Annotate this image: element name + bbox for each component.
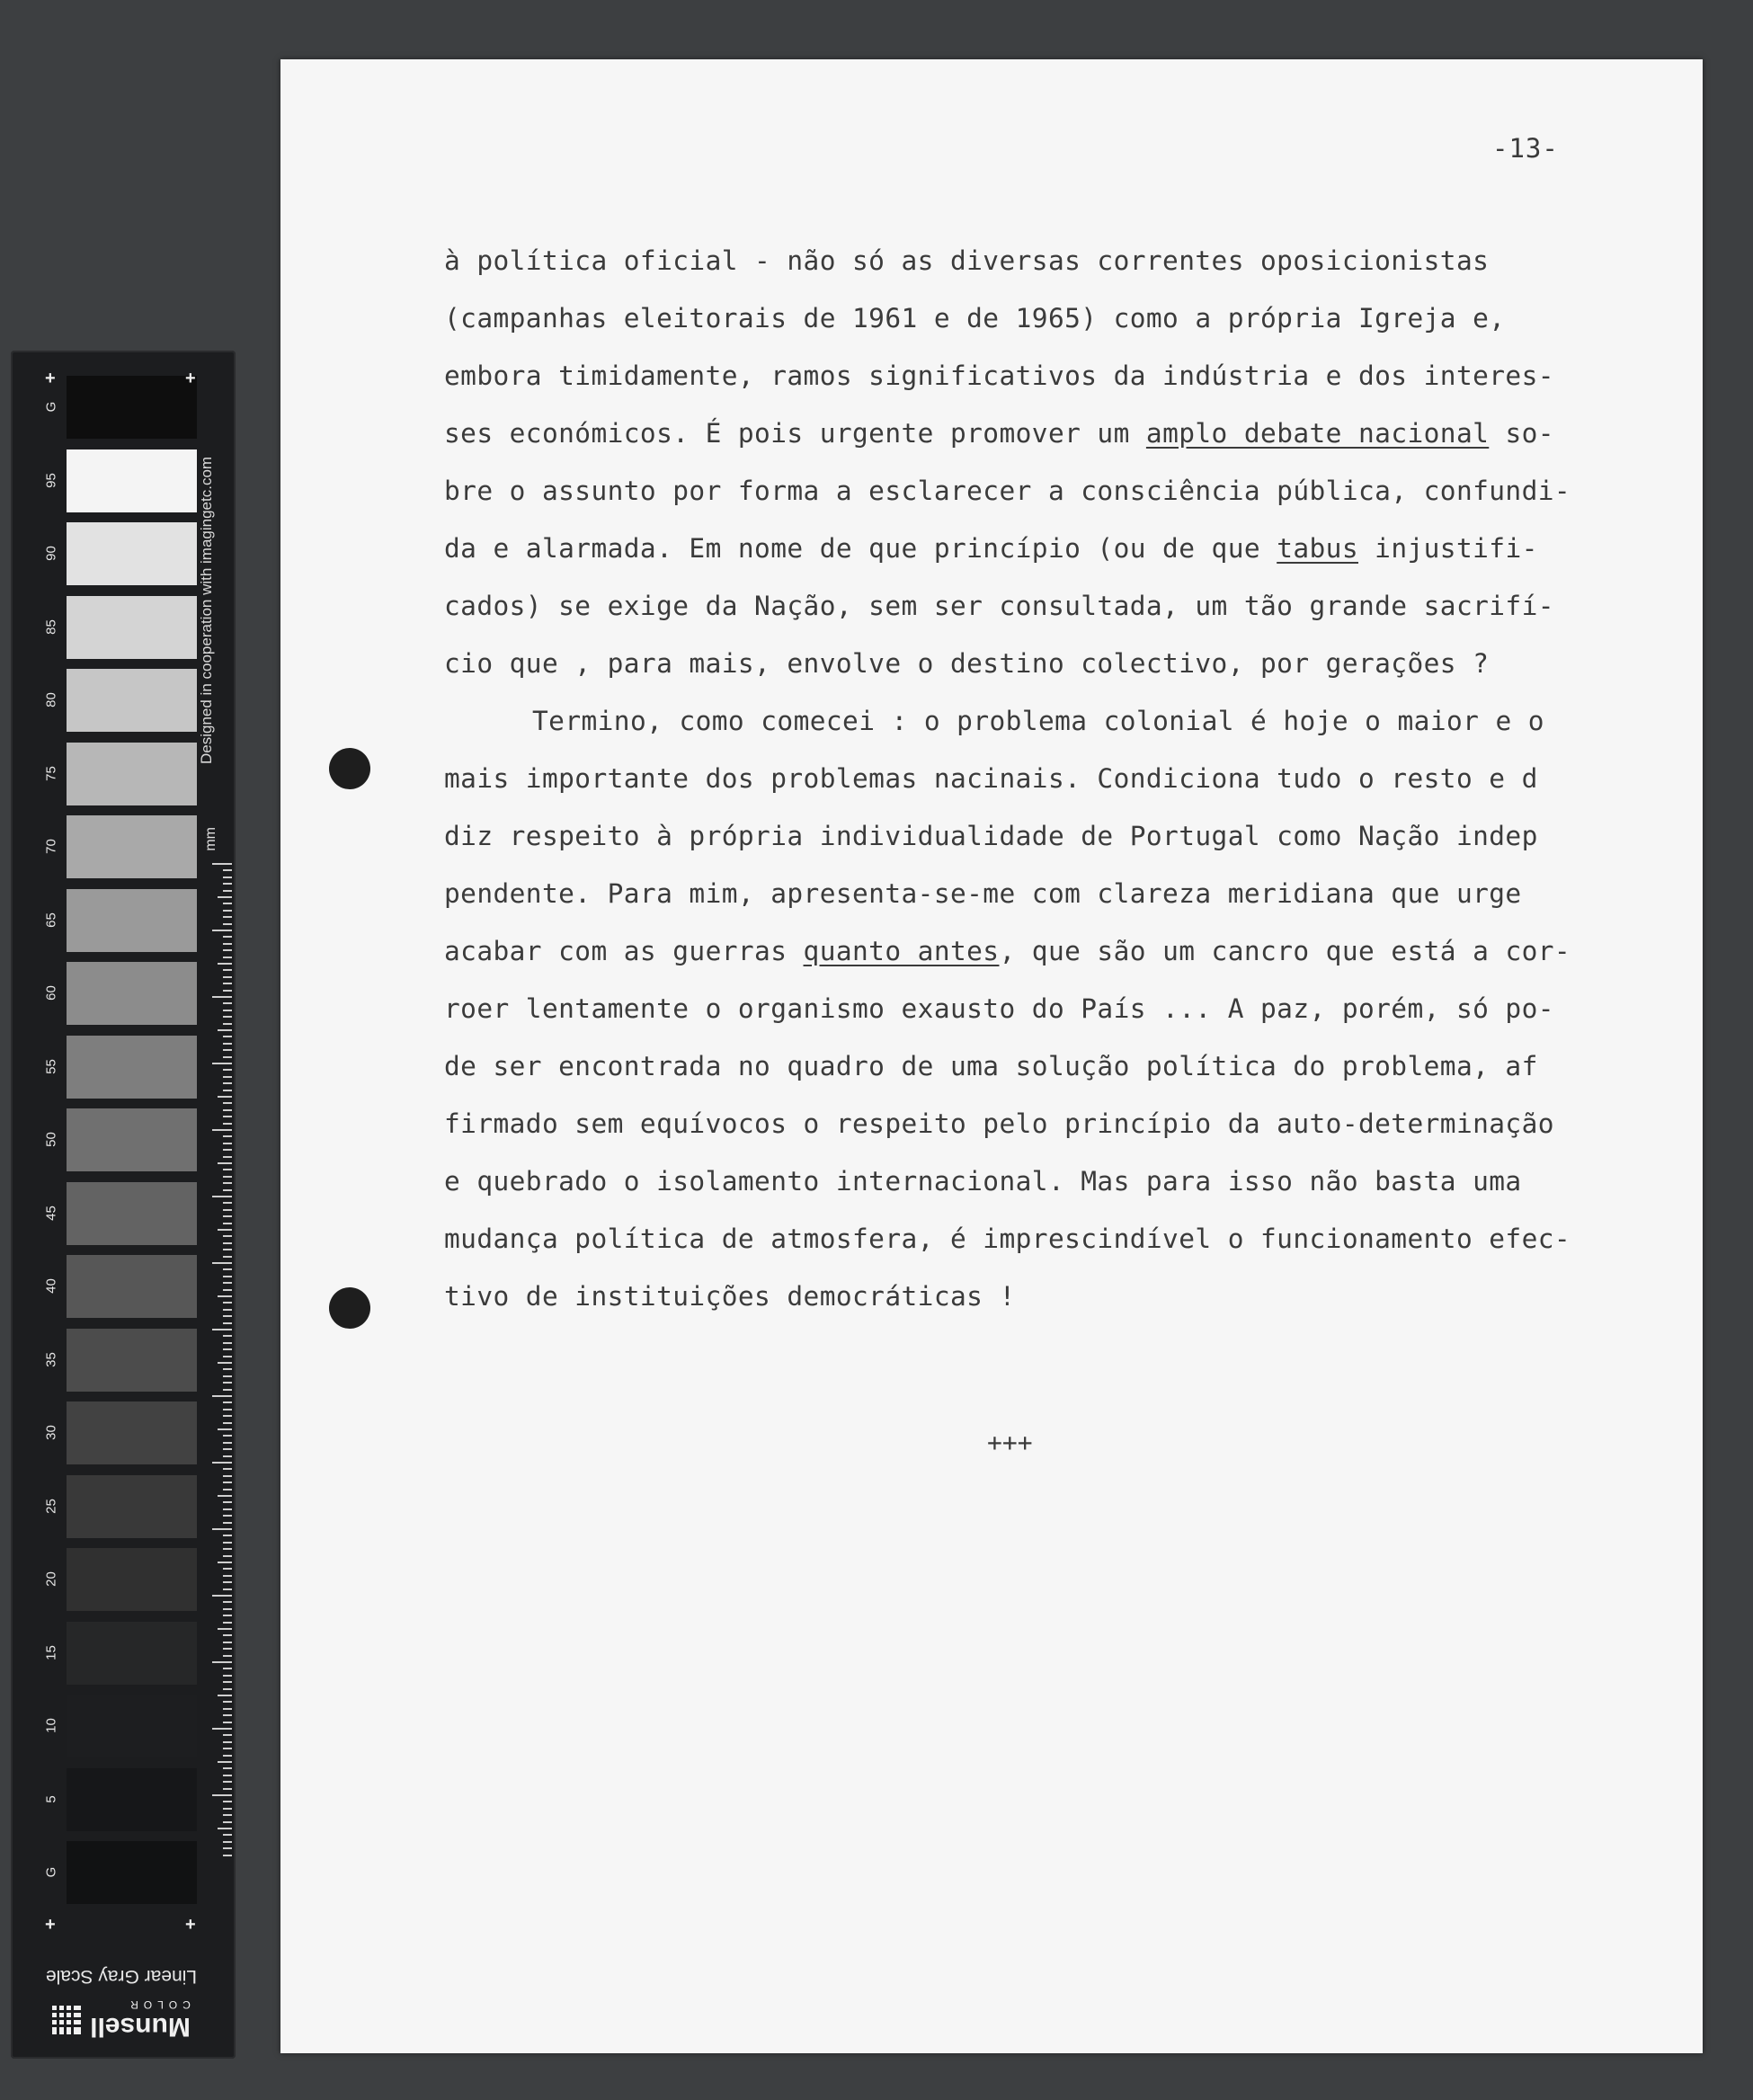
- ruler-tick: [223, 1522, 232, 1524]
- patch-label: 65: [43, 912, 59, 928]
- ruler-tick: [223, 1249, 232, 1250]
- ruler-tick: [218, 1828, 232, 1829]
- punch-hole: [329, 1287, 370, 1329]
- ruler-tick: [223, 1775, 232, 1776]
- ruler-tick: [223, 1435, 232, 1437]
- text-line: [444, 588, 1554, 624]
- ruler-tick: [223, 1335, 232, 1337]
- patch-label: 70: [43, 839, 59, 854]
- patch-label: 60: [43, 985, 59, 1001]
- patch-label: 15: [43, 1644, 59, 1660]
- ruler-tick: [223, 1668, 232, 1669]
- plus-mark: +: [45, 1915, 56, 1935]
- text-segment: à política oficial - não só as diversas correntes oposicionistas: [444, 245, 1490, 276]
- text-line: [444, 991, 1554, 1027]
- text-segment: da e alarmada. Em nome de que princípio (ou de que: [444, 533, 1277, 564]
- text-line: [444, 243, 1489, 279]
- plus-mark: +: [45, 369, 56, 388]
- gray-patch: [67, 376, 197, 439]
- ruler-tick: [212, 1595, 232, 1597]
- ruler-tick: [223, 1356, 232, 1357]
- ruler-tick: [223, 869, 232, 871]
- ruler-tick: [223, 1741, 232, 1743]
- ruler-tick: [223, 1821, 232, 1823]
- ruler-tick: [223, 903, 232, 904]
- ruler-tick: [223, 1542, 232, 1544]
- patch-label: 5: [43, 1794, 59, 1803]
- ruler-tick: [212, 1196, 232, 1197]
- ruler-tick: [223, 1315, 232, 1317]
- ruler-tick: [223, 1634, 232, 1636]
- ruler-tick: [223, 1123, 232, 1125]
- ruler-tick: [223, 916, 232, 918]
- brand-sub: COLOR: [125, 1998, 191, 2011]
- ruler-tick: [223, 1268, 232, 1270]
- text-segment: so-: [1489, 418, 1554, 449]
- gray-patch: [67, 889, 197, 952]
- ruler-tick: [223, 923, 232, 925]
- ruler-tick: [223, 1348, 232, 1350]
- ruler-tick: [223, 1282, 232, 1284]
- gray-patch: [67, 449, 197, 512]
- gray-patch: [67, 1548, 197, 1611]
- ruler-tick: [212, 1262, 232, 1264]
- ruler-tick: [223, 1076, 232, 1078]
- ruler-tick: [223, 1176, 232, 1178]
- underlined-text: tabus: [1277, 533, 1358, 564]
- gray-patch: [67, 962, 197, 1025]
- ruler-tick: [212, 1794, 232, 1796]
- ruler-tick: [223, 1755, 232, 1757]
- ruler-tick: [223, 883, 232, 885]
- ruler-tick: [223, 1568, 232, 1570]
- patch-label: 40: [43, 1278, 59, 1294]
- ruler-tick: [223, 1841, 232, 1843]
- ruler-tick: [218, 1428, 232, 1430]
- ruler-tick: [212, 930, 232, 931]
- ruler-tick: [223, 1615, 232, 1616]
- patch-label: 20: [43, 1571, 59, 1587]
- gray-patch: [67, 1329, 197, 1392]
- ruler-tick: [223, 1043, 232, 1045]
- ruler-tick: [223, 1143, 232, 1144]
- ruler-tick: [223, 1622, 232, 1624]
- ruler-tick: [223, 1209, 232, 1211]
- ruler-tick: [223, 1814, 232, 1816]
- ruler-tick: [223, 1242, 232, 1244]
- text-line: [444, 1278, 1016, 1314]
- patch-label: 55: [43, 1058, 59, 1074]
- text-line: [444, 876, 1522, 912]
- ruler-tick: [212, 1129, 232, 1131]
- gray-patch: [67, 522, 197, 585]
- munsell-logo-icon: [52, 2006, 81, 2034]
- ruler-tick: [223, 1442, 232, 1444]
- ruler-tick: [223, 1049, 232, 1051]
- ruler-tick: [223, 1575, 232, 1577]
- ruler-tick: [223, 983, 232, 984]
- text-line: [444, 818, 1538, 854]
- ruler-tick: [218, 1695, 232, 1696]
- ruler-tick: [223, 1801, 232, 1802]
- ruler-tick: [212, 996, 232, 998]
- plus-mark: +: [185, 369, 196, 388]
- ruler-tick: [223, 1714, 232, 1716]
- ruler-tick: [223, 1508, 232, 1510]
- gray-patch: [67, 1475, 197, 1538]
- ruler-tick: [223, 1655, 232, 1657]
- ruler-tick: [223, 1010, 232, 1011]
- gray-patch: [67, 1768, 197, 1831]
- text-line: [444, 1163, 1522, 1199]
- ruler-tick: [223, 1109, 232, 1111]
- ruler-tick: [223, 910, 232, 912]
- card-title: Linear Gray Scale: [45, 1966, 198, 1987]
- text-line: [444, 358, 1554, 394]
- ruler-tick: [223, 1156, 232, 1158]
- text-segment: embora timidamente, ramos significativos da indústria e dos interes-: [444, 360, 1554, 391]
- ruler-tick: [223, 1455, 232, 1457]
- ruler-tick: [223, 1847, 232, 1849]
- ruler-tick: [223, 1409, 232, 1410]
- ruler-tick: [223, 1608, 232, 1610]
- ruler-tick: [223, 1182, 232, 1184]
- page-number: -13-: [1492, 133, 1559, 164]
- ruler-tick: [223, 1708, 232, 1710]
- patch-label: 80: [43, 692, 59, 707]
- text-segment: , que são um cancro que está a cor-: [999, 936, 1571, 966]
- ruler-tick: [223, 1555, 232, 1557]
- text-segment: Termino, como comecei : o problema colonial é hoje o maior e o: [532, 706, 1544, 736]
- text-segment: roer lentamente o organismo exausto do País ... A paz, porém, só po-: [444, 993, 1554, 1024]
- ruler-tick: [223, 1415, 232, 1417]
- underlined-text: amplo debate nacional: [1145, 418, 1490, 449]
- text-line: [444, 1048, 1538, 1084]
- text-line: [444, 1106, 1554, 1142]
- ruler-tick: [223, 1223, 232, 1224]
- ruler-tick: [223, 1056, 232, 1058]
- ruler-tick: [212, 1728, 232, 1730]
- ruler-tick: [212, 863, 232, 865]
- ruler-tick: [223, 1601, 232, 1603]
- ruler-tick: [223, 1289, 232, 1291]
- ruler-tick: [212, 1063, 232, 1064]
- ruler-tick: [218, 1362, 232, 1364]
- text-segment: cados) se exige da Nação, sem ser consultada, um tão grande sacrifí-: [444, 591, 1554, 621]
- text-line: [444, 530, 1538, 566]
- underlined-text: quanto antes: [803, 936, 1000, 966]
- gray-patch: [67, 743, 197, 805]
- ruler-tick: [223, 1748, 232, 1749]
- card-credit: Designed in cooperation with imagingetc.com: [198, 456, 215, 764]
- patch-label: 25: [43, 1498, 59, 1514]
- ruler-tick: [223, 1781, 232, 1783]
- text-line: [532, 703, 1544, 739]
- ruler-tick: [212, 1395, 232, 1397]
- ruler-tick: [223, 1368, 232, 1370]
- text-line: [444, 1221, 1571, 1257]
- ruler-tick: [223, 1302, 232, 1304]
- ruler-tick: [223, 1588, 232, 1590]
- patch-label: 85: [43, 618, 59, 635]
- ruler-tick: [223, 1322, 232, 1324]
- gray-patch: [67, 1255, 197, 1318]
- ruler-tick: [223, 1788, 232, 1790]
- gray-patch: [67, 1182, 197, 1245]
- text-segment: firmado sem equívocos o respeito pelo princípio da auto-determinação: [444, 1108, 1554, 1139]
- ruler-tick: [223, 1215, 232, 1217]
- ruler-tick: [223, 1375, 232, 1377]
- patch-label: 75: [43, 765, 59, 781]
- ruler-tick: [218, 1029, 232, 1031]
- text-segment: mais importante dos problemas nacinais. Condiciona tudo o resto e d: [444, 763, 1538, 794]
- munsell-brand: [36, 1998, 207, 2042]
- ruler-tick: [223, 1276, 232, 1277]
- ruler-tick: [223, 1116, 232, 1117]
- ruler-tick: [223, 1834, 232, 1836]
- ruler-tick: [223, 1767, 232, 1769]
- ruler-tick: [212, 1329, 232, 1330]
- ruler-tick: [223, 1501, 232, 1503]
- text-segment: acabar com as guerras: [444, 936, 804, 966]
- end-mark: +++: [987, 1428, 1033, 1457]
- ruler-tick: [223, 1002, 232, 1004]
- gray-patch: [67, 596, 197, 659]
- ruler-tick: [223, 1342, 232, 1344]
- ruler-tick: [223, 957, 232, 958]
- ruler-tick: [218, 1628, 232, 1630]
- gray-patch: [67, 1036, 197, 1099]
- ruler-tick: [218, 1162, 232, 1164]
- ruler-tick: [223, 1548, 232, 1550]
- ruler-tick: [223, 943, 232, 945]
- ruler-tick: [218, 1229, 232, 1231]
- ruler-tick: [223, 1489, 232, 1490]
- ruler-tick: [223, 1681, 232, 1683]
- ruler-tick: [223, 1515, 232, 1517]
- gray-patch: [67, 815, 197, 878]
- gray-patch: [67, 1695, 197, 1757]
- ruler-tick: [223, 890, 232, 892]
- ruler-tick: [223, 949, 232, 951]
- ruler-tick: [223, 1581, 232, 1583]
- text-line: [444, 761, 1538, 796]
- mm-ruler: [209, 863, 232, 1870]
- ruler-tick: [223, 1422, 232, 1424]
- ruler-tick: [223, 1036, 232, 1037]
- patch-label: 95: [43, 472, 59, 488]
- gray-patch: [67, 1108, 197, 1171]
- text-segment: e quebrado o isolamento internacional. Mas para isso não basta uma: [444, 1166, 1522, 1197]
- text-segment: cio que , para mais, envolve o destino colectivo, por gerações ?: [444, 648, 1490, 679]
- ruler-tick: [223, 1734, 232, 1736]
- ruler-tick: [223, 1090, 232, 1091]
- patch-label: 10: [43, 1718, 59, 1733]
- text-segment: tivo de instituições democráticas !: [444, 1281, 1016, 1312]
- ruler-tick: [223, 1135, 232, 1137]
- ruler-tick: [223, 1202, 232, 1204]
- ruler-tick: [218, 1495, 232, 1497]
- text-line: [444, 645, 1489, 681]
- ruler-tick: [223, 876, 232, 878]
- ruler-tick: [223, 1189, 232, 1191]
- text-line: [444, 300, 1505, 336]
- ruler-tick: [218, 896, 232, 898]
- ruler-tick: [223, 1382, 232, 1384]
- ruler-tick: [212, 1462, 232, 1464]
- ruler-tick: [223, 1701, 232, 1703]
- text-segment: diz respeito à própria individualidade de Portugal como Nação indep: [444, 821, 1538, 851]
- punch-hole: [329, 748, 370, 789]
- ruler-tick: [223, 1475, 232, 1477]
- ruler-tick: [223, 1169, 232, 1170]
- ruler-tick: [223, 1535, 232, 1536]
- ruler-unit-label: mm: [203, 827, 218, 851]
- ruler-tick: [223, 1482, 232, 1483]
- ruler-tick: [218, 963, 232, 965]
- ruler-tick: [223, 1082, 232, 1084]
- ruler-tick: [223, 969, 232, 971]
- text-line: [444, 933, 1571, 969]
- ruler-tick: [223, 1389, 232, 1391]
- text-line: [444, 473, 1571, 509]
- text-segment: de ser encontrada no quadro de uma solução política do problema, af: [444, 1051, 1538, 1081]
- ruler-tick: [223, 1102, 232, 1104]
- ruler-tick: [223, 1648, 232, 1650]
- patch-label: 50: [43, 1132, 59, 1147]
- patch-label: G: [43, 1866, 59, 1878]
- ruler-tick: [223, 1401, 232, 1403]
- ruler-tick: [223, 990, 232, 992]
- text-segment: injustifi-: [1358, 533, 1538, 564]
- ruler-tick: [223, 976, 232, 978]
- text-segment: ses económicos. É pois urgente promover um: [444, 418, 1146, 449]
- text-line: [444, 415, 1554, 451]
- ruler-tick: [223, 1069, 232, 1071]
- gray-patch: [67, 1622, 197, 1685]
- ruler-tick: [212, 1528, 232, 1530]
- ruler-tick: [223, 1023, 232, 1025]
- ruler-tick: [223, 1642, 232, 1643]
- text-segment: (campanhas eleitorais de 1961 e de 1965) como a própria Igreja e,: [444, 303, 1506, 334]
- ruler-tick: [212, 1661, 232, 1663]
- patch-label: 30: [43, 1425, 59, 1440]
- ruler-tick: [223, 1149, 232, 1151]
- ruler-tick: [218, 1761, 232, 1763]
- ruler-tick: [223, 1808, 232, 1810]
- ruler-tick: [223, 936, 232, 938]
- gray-patch: [67, 669, 197, 732]
- ruler-tick: [223, 1235, 232, 1237]
- ruler-tick: [223, 1468, 232, 1470]
- gray-patch: [67, 1841, 197, 1904]
- patch-label: G: [43, 401, 59, 413]
- patch-label: 90: [43, 546, 59, 561]
- ruler-tick: [223, 1688, 232, 1690]
- ruler-tick: [218, 1295, 232, 1297]
- patch-label: 35: [43, 1351, 59, 1367]
- gray-patch: [67, 1401, 197, 1464]
- ruler-tick: [223, 1016, 232, 1018]
- text-segment: mudança política de atmosfera, é imprescindível o funcionamento efec-: [444, 1224, 1571, 1254]
- ruler-tick: [218, 1562, 232, 1563]
- text-segment: pendente. Para mim, apresenta-se-me com clareza meridiana que urge: [444, 878, 1522, 909]
- ruler-tick: [223, 1722, 232, 1723]
- patch-label: 45: [43, 1205, 59, 1221]
- ruler-tick: [223, 1675, 232, 1677]
- text-segment: bre o assunto por forma a esclarecer a consciência pública, confundi-: [444, 476, 1571, 506]
- ruler-tick: [218, 1096, 232, 1098]
- ruler-tick: [223, 1256, 232, 1258]
- ruler-tick: [223, 1855, 232, 1856]
- plus-mark: +: [185, 1915, 196, 1935]
- ruler-tick: [223, 1309, 232, 1311]
- brand-name: Munsell: [90, 2012, 191, 2042]
- ruler-tick: [223, 1448, 232, 1450]
